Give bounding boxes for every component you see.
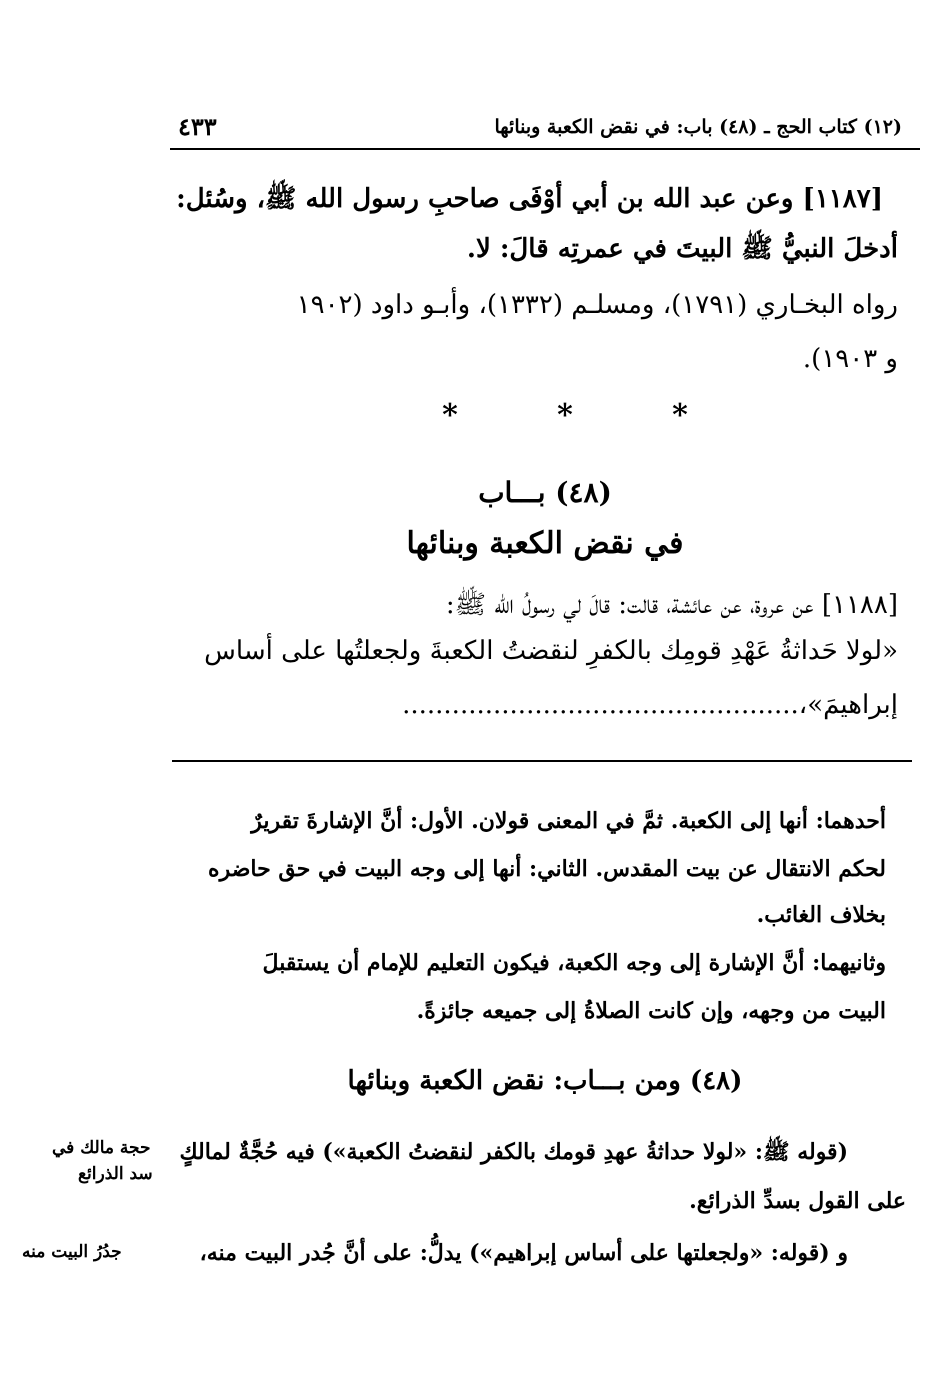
chapter-number: (٤٨) بـــاب	[478, 476, 612, 509]
ellipsis-dots: ،................................................	[402, 690, 808, 720]
hadith-1188-line3	[402, 690, 898, 720]
hadith-1187-reference-line2: و ١٩٠٣).	[802, 344, 898, 374]
chapter-title: في نقض الكعبة وبنائها	[406, 526, 684, 561]
running-header	[170, 112, 918, 148]
margin-note-2: جدُرُ البيت منه	[22, 1242, 122, 1262]
commentary-heading: (٤٨) ومن بـــاب: نقض الكعبة وبنائها	[347, 1066, 743, 1096]
hadith-1187-line1: [١١٨٧] وعن عبد الله بن أبي أوْفَى صاحبِ رسول الله ﷺ، وسُئل:	[176, 184, 883, 214]
section-separator	[435, 398, 695, 433]
footnote-rule	[172, 760, 912, 762]
running-title: (١٢) كتاب الحج ـ (٤٨) باب: في نقض الكعبة وبنائها	[494, 116, 902, 138]
separator-star: *	[442, 398, 458, 433]
footnote-p2-line1: وثانيهما: أنَّ الإشارة إلى وجه الكعبة، فيكون التعليم للإمام أن يستقبلَ	[262, 950, 886, 976]
header-rule	[170, 148, 920, 150]
commentary-line3: و (قوله: «ولجعلتها على أساس إبراهيم») يدلُّ: على أنَّ جُدر البيت منه،	[199, 1240, 848, 1266]
hadith-1187-line2: أدخلَ النبيُّ ﷺ البيتَ في عمرتِه قالَ: لا.	[466, 234, 898, 264]
footnote-p1-line1: أحدهما: أنها إلى الكعبة. ثمَّ في المعنى قولان. الأول: أنَّ الإشارةَ تقريرٌ	[251, 808, 886, 834]
separator-star: *	[672, 398, 688, 433]
separator-star: *	[557, 398, 573, 433]
hadith-1188-line3-text: إبراهيمَ»	[807, 690, 898, 720]
footnote-p2-line2: البيت من وجهه، وإن كانت الصلاةُ إلى جميعه جائزةً.	[416, 998, 886, 1024]
page-number: ٤٣٣	[178, 112, 217, 141]
hadith-1188-line1: [١١٨٨] عن عروة، عن عائشة، قالت: قالَ لي رسولُ الله ﷺ:	[445, 590, 898, 620]
footnote-p1-line3: بخلاف الغائب.	[756, 902, 886, 928]
hadith-1187-reference-line1: رواه البخـاري (١٧٩١)، ومسلـم (١٣٣٢)، وأبـو داود (١٩٠٢	[296, 290, 898, 320]
footnote-p1-line2: لحكم الانتقال عن بيت المقدس. الثاني: أنها إلى وجه البيت في حق حاضره	[208, 856, 886, 882]
commentary-line1: (قوله ﷺ: «لولا حداثةُ عهدِ قومك بالكفر لنقضتُ الكعبة») فيه حُجَّةٌ لمالكٍ	[179, 1139, 848, 1165]
margin-note-1b: سد الذرائع	[78, 1164, 153, 1184]
margin-note-1a: حجة مالك في	[52, 1138, 151, 1158]
commentary-line2: على القول بسدِّ الذرائع.	[689, 1188, 906, 1214]
hadith-1188-line2: «لولا حَداثةُ عَهْدِ قومِك بالكفرِ لنقضتُ الكعبةَ ولجعلتُها على أساس	[204, 636, 898, 666]
